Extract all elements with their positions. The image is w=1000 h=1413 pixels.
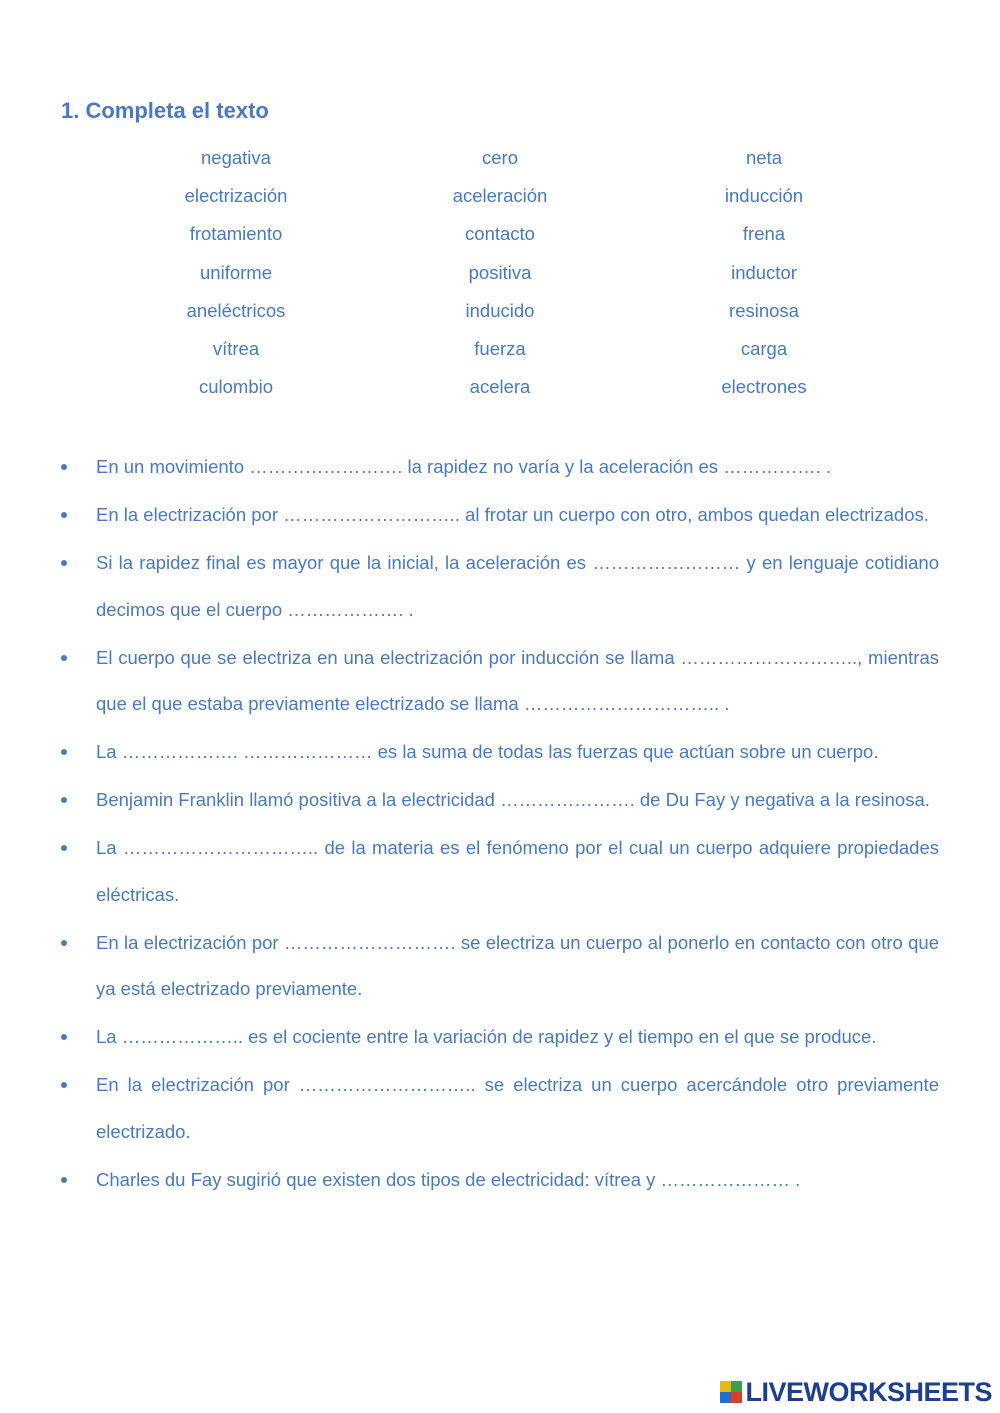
bullet-icon [61, 749, 67, 755]
bullet-icon [61, 1177, 67, 1183]
word-bank-item: aneléctricos [186, 299, 286, 321]
bullet-icon [61, 940, 67, 946]
word-bank-item: electrización [184, 185, 288, 207]
bullet-icon [61, 1034, 67, 1040]
logo-text: LIVEWORKSHEETS [745, 1377, 992, 1407]
word-bank-item: contacto [465, 223, 535, 245]
bullet-icon [61, 464, 67, 470]
bullet-icon [61, 845, 67, 851]
bullet-icon [61, 1082, 67, 1088]
exercise-title: 1. Completa el texto [61, 98, 269, 123]
sentence-text: En la electrización por ……………………….. al frotar un cuerpo con otro, ambos quedan electrizados. [96, 504, 929, 525]
list-item [96, 635, 939, 728]
word-bank-item: inducido [465, 299, 535, 321]
word-bank-item: electrones [721, 376, 807, 398]
sentence-text: La ………………. ………………… es la suma de todas las fuerzas que actúan sobre un cuerpo. [96, 741, 879, 762]
logo-square [720, 1392, 731, 1403]
word-bank-item: culombio [198, 376, 274, 398]
list-item [96, 1014, 939, 1061]
word-bank-item: frotamiento [189, 223, 283, 245]
sentence-text: En la electrización por ……………………….. se electriza un cuerpo acercándole otro previamente electrizado. [96, 1074, 939, 1142]
logo-mark-icon [720, 1381, 742, 1403]
word-bank-item: frena [742, 223, 786, 245]
word-bank-item: neta [745, 147, 782, 168]
logo-square [731, 1381, 742, 1392]
sentence-text: Charles du Fay sugirió que existen dos tipos de electricidad: vítrea y ………………… . [96, 1168, 801, 1190]
word-bank-item: cero [482, 147, 518, 168]
sentence-text: En la electrización por ………………………. se electriza un cuerpo al ponerlo en contacto con otro que ya está electrizado previamente. [96, 931, 939, 999]
list-item [96, 1157, 939, 1204]
sentence-text: En un movimiento ……………………. la rapidez no varía y la aceleración es ……………. . [96, 456, 832, 477]
logo-square [720, 1381, 731, 1392]
word-bank-item: negativa [201, 147, 271, 168]
word-bank-item: resinosa [729, 299, 799, 321]
logo-square [731, 1392, 742, 1403]
word-bank-item: positiva [468, 261, 532, 283]
word-bank-item: carga [740, 337, 788, 359]
word-bank-item: acelera [469, 376, 531, 398]
sentence-text: El cuerpo que se electriza en una electrización por inducción se llama ……………………….., mientras que el que estaba previamente electrizado se llama ………………………….. . [96, 646, 939, 714]
bullet-icon [61, 512, 67, 518]
bullet-icon [61, 797, 67, 803]
list-item [96, 540, 939, 633]
list-item [96, 492, 939, 539]
bullet-icon [61, 655, 67, 661]
list-item [96, 825, 939, 918]
word-bank-item: vítrea [212, 337, 260, 359]
sentence-text: Benjamin Franklin llamó positiva a la electricidad …………………. de Du Fay y negativa a la resinosa. [96, 789, 930, 810]
sentence-text: Si la rapidez final es mayor que la inicial, la aceleración es …………………… y en lenguaje cotidiano decimos que el cuerpo ………………. . [96, 552, 939, 620]
list-item [96, 920, 939, 1013]
word-bank [104, 144, 896, 411]
word-bank-item: aceleración [452, 185, 548, 207]
word-bank-item: fuerza [474, 337, 526, 359]
sentence-text: La ……………….. es el cociente entre la variación de rapidez y el tiempo en el que se produce. [96, 1026, 877, 1047]
liveworksheets-logo [720, 1377, 992, 1407]
sentence-text: La ………………………….. de la materia es el fenómeno por el cual un cuerpo adquiere propiedades eléctricas. [96, 837, 939, 905]
sentence-list [96, 444, 939, 1205]
bullet-icon [61, 560, 67, 566]
word-bank-item: inducción [724, 185, 804, 207]
list-item [96, 729, 939, 776]
list-item [96, 1062, 939, 1155]
list-item [96, 444, 939, 491]
word-bank-item: uniforme [200, 261, 272, 283]
word-bank-item: inductor [731, 261, 797, 283]
list-item [96, 777, 939, 824]
